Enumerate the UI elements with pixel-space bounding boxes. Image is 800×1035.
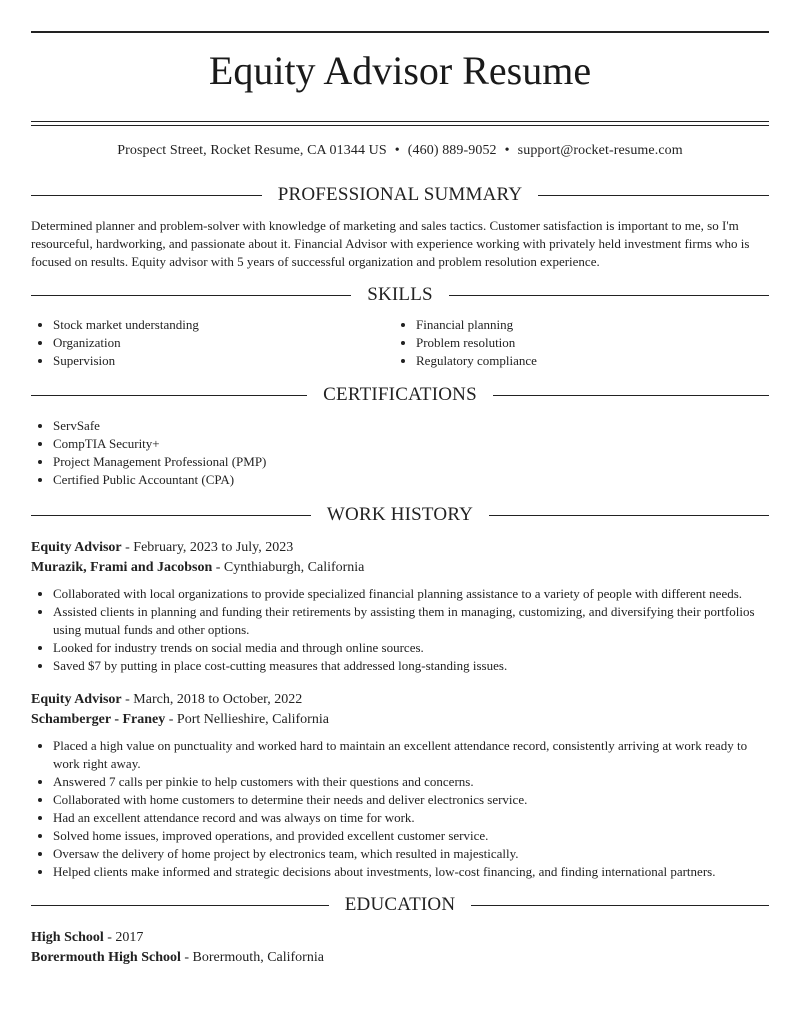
contact-phone: (460) 889-9052 [407, 143, 497, 158]
job-location: - Cynthiaburgh, California [212, 560, 365, 575]
job-bullets [31, 585, 769, 675]
certification-item: • CompTIA Security+ [53, 435, 769, 453]
contact-email[interactable]: support@rocket-resume.com [517, 143, 683, 158]
job-entry [31, 538, 769, 675]
skill-item: • Organization [53, 334, 394, 352]
job-title: Equity Advisor [31, 692, 122, 707]
job-bullet: • Helped clients make informed and strategic decisions about investments, low-cost financing, and finding international partners. [53, 863, 769, 881]
education-year: - 2017 [103, 930, 144, 945]
skill-item: • Stock market understanding [53, 316, 394, 334]
certifications-heading: CERTIFICATIONS [323, 384, 477, 405]
education-degree: High School [31, 930, 104, 945]
education-section-header [31, 893, 769, 917]
job-company-line [31, 558, 769, 578]
certification-item: • Certified Public Accountant (CPA) [53, 471, 769, 489]
divider-line [538, 195, 769, 196]
education-entry [31, 928, 769, 968]
summary-text: Determined planner and problem-solver with knowledge of marketing and sales tactics. Customer satisfaction is important to me, so I'm resourceful, hardworking, and passionate about it. Financial Advisor with experience working with privately held investment firms who is focused on results. Equity advisor with 5 years of successful organization and problem resolution experience. [31, 218, 750, 269]
skills-columns [31, 316, 769, 370]
job-company: Murazik, Frami and Jacobson [31, 560, 213, 575]
job-entry [31, 690, 769, 881]
divider-line [31, 195, 262, 196]
job-bullets [31, 737, 769, 881]
education-location: - Borermouth, California [180, 950, 324, 965]
education-school: Borermouth High School [31, 950, 181, 965]
certifications-section-header [31, 383, 769, 407]
resume-title: Equity Advisor Resume [208, 48, 592, 93]
job-bullet: • Assisted clients in planning and funding their retirements by assisting them in managing, customizing, and diversifying their portfolios using mutual funds and other options. [53, 603, 769, 639]
skill-item: • Regulatory compliance [416, 352, 769, 370]
job-bullet: • Saved $7 by putting in place cost-cutting measures that addressed long-standing issues. [53, 657, 769, 675]
divider-line [31, 905, 329, 906]
divider-line [493, 395, 769, 396]
job-dates: - March, 2018 to October, 2022 [121, 692, 303, 707]
job-bullet: • Solved home issues, improved operations, and provided excellent customer service. [53, 827, 769, 845]
certifications-list [31, 417, 769, 489]
education-school-line [31, 948, 769, 968]
divider-line [449, 295, 769, 296]
job-company: Schamberger - Franey [31, 712, 166, 727]
job-title-line [31, 690, 769, 710]
divider-line [471, 905, 769, 906]
skill-item: • Financial planning [416, 316, 769, 334]
divider-line [489, 515, 769, 516]
contact-separator: • [504, 143, 510, 158]
skills-list-right [394, 316, 769, 370]
education-degree-line [31, 928, 769, 948]
summary-section-header [31, 183, 769, 207]
job-title: Equity Advisor [31, 540, 122, 555]
education-heading: EDUCATION [344, 894, 456, 915]
job-title-line [31, 538, 769, 558]
title-double-rule [31, 121, 769, 126]
job-bullet: • Had an excellent attendance record and was always on time for work. [53, 809, 769, 827]
skills-section-header [31, 283, 769, 307]
job-bullet: • Looked for industry trends on social media and through online sources. [53, 639, 769, 657]
job-dates: - February, 2023 to July, 2023 [121, 540, 294, 555]
job-location: - Port Nellieshire, California [165, 712, 329, 727]
skills-heading: SKILLS [367, 284, 433, 305]
resume-page [31, 31, 769, 968]
job-bullet: • Answered 7 calls per pinkie to help customers with their questions and concerns. [53, 773, 769, 791]
job-bullet: • Oversaw the delivery of home project by electronics team, which resulted in majestically. [53, 845, 769, 863]
contact-separator: • [394, 143, 400, 158]
summary-heading: PROFESSIONAL SUMMARY [277, 184, 523, 205]
divider-line [31, 295, 351, 296]
divider-line [31, 395, 307, 396]
work-history-section-header [31, 503, 769, 527]
job-bullet: • Placed a high value on punctuality and worked hard to maintain an excellent attendance record, consistently arriving at work ready to work right away. [53, 737, 769, 773]
skills-list-left [31, 316, 394, 370]
job-company-line [31, 710, 769, 730]
job-bullet: • Collaborated with local organizations to provide specialized financial planning assistance to a variety of people with different needs. [53, 585, 769, 603]
contact-address: Prospect Street, Rocket Resume, CA 01344 US [117, 143, 387, 158]
skill-item: • Problem resolution [416, 334, 769, 352]
job-bullet: • Collaborated with home customers to determine their needs and deliver electronics service. [53, 791, 769, 809]
certification-item: • ServSafe [53, 417, 769, 435]
skill-item: • Supervision [53, 352, 394, 370]
divider-line [31, 515, 311, 516]
certification-item: • Project Management Professional (PMP) [53, 453, 769, 471]
contact-line [31, 143, 769, 163]
work-history-heading: WORK HISTORY [326, 504, 474, 525]
